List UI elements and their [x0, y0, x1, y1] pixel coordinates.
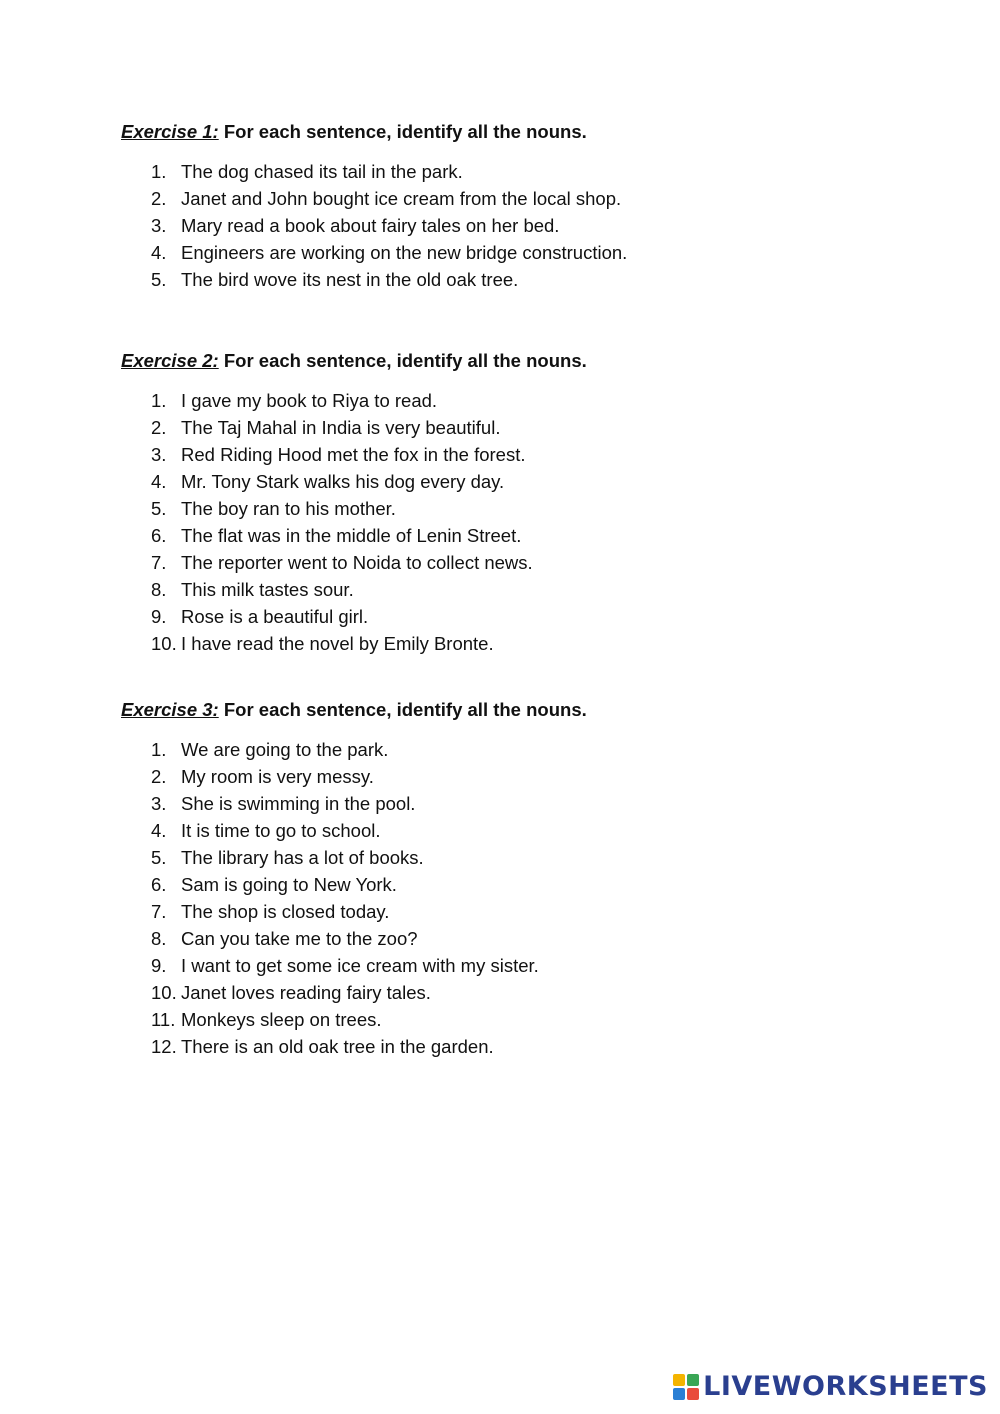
item-sentence: The library has a lot of books.	[181, 847, 424, 868]
exercise-item	[121, 817, 921, 844]
exercise-item	[121, 603, 921, 630]
item-number: 5.	[151, 498, 167, 519]
exercise-item	[121, 441, 921, 468]
liveworksheets-wordmark: LIVEWORKSHEETS	[703, 1371, 988, 1402]
item-sentence: I want to get some ice cream with my sister.	[181, 955, 539, 976]
exercise-item	[121, 468, 921, 495]
item-sentence: Red Riding Hood met the fox in the forest.	[181, 444, 526, 465]
exercise-label: Exercise 3:	[121, 699, 219, 720]
item-number: 2.	[151, 188, 167, 209]
item-sentence: The Taj Mahal in India is very beautiful.	[181, 417, 501, 438]
item-sentence: I gave my book to Riya to read.	[181, 390, 438, 411]
exercise-item	[121, 158, 921, 185]
liveworksheets-brand[interactable]	[673, 1371, 988, 1402]
item-number: 3.	[151, 793, 167, 814]
item-number: 7.	[151, 901, 167, 922]
item-sentence: She is swimming in the pool.	[181, 793, 416, 814]
item-sentence: I have read the novel by Emily Bronte.	[181, 633, 494, 654]
exercise-item	[121, 387, 921, 414]
exercise-item	[121, 549, 921, 576]
item-sentence: Monkeys sleep on trees.	[181, 1009, 382, 1030]
item-sentence: We are going to the park.	[181, 739, 389, 760]
exercise-instruction: For each sentence, identify all the nouns.	[223, 699, 587, 720]
item-sentence: The bird wove its nest in the old oak tree.	[181, 269, 519, 290]
exercise-heading	[121, 120, 921, 144]
exercise-list	[121, 387, 921, 657]
item-number: 9.	[151, 606, 167, 627]
item-number: 4.	[151, 471, 167, 492]
exercise-item	[121, 576, 921, 603]
item-sentence: The flat was in the middle of Lenin Street.	[181, 525, 522, 546]
item-number: 6.	[151, 874, 167, 895]
exercise-3	[121, 698, 921, 1060]
item-sentence: This milk tastes sour.	[181, 579, 354, 600]
exercise-list	[121, 736, 921, 1060]
exercise-instruction: For each sentence, identify all the nouns.	[223, 350, 587, 371]
item-number: 2.	[151, 417, 167, 438]
exercise-item	[121, 630, 921, 657]
item-number: 5.	[151, 847, 167, 868]
item-number: 5.	[151, 269, 167, 290]
item-number: 4.	[151, 242, 167, 263]
item-sentence: Can you take me to the zoo?	[181, 928, 418, 949]
exercise-heading	[121, 349, 921, 373]
item-sentence: Janet and John bought ice cream from the local shop.	[181, 188, 622, 209]
item-number: 11.	[151, 1009, 176, 1030]
item-sentence: My room is very messy.	[181, 766, 374, 787]
item-number: 7.	[151, 552, 167, 573]
exercise-item	[121, 239, 921, 266]
item-number: 8.	[151, 579, 167, 600]
item-number: 10.	[151, 633, 177, 654]
exercise-item	[121, 952, 921, 979]
logo-tile	[673, 1374, 685, 1386]
item-sentence: Mary read a book about fairy tales on her bed.	[181, 215, 560, 236]
exercise-item	[121, 790, 921, 817]
exercise-item	[121, 1006, 921, 1033]
item-sentence: Janet loves reading fairy tales.	[181, 982, 431, 1003]
item-sentence: The boy ran to his mother.	[181, 498, 396, 519]
exercise-1	[121, 120, 921, 293]
item-number: 12.	[151, 1036, 177, 1057]
item-number: 10.	[151, 982, 177, 1003]
item-number: 1.	[151, 390, 167, 411]
item-sentence: Mr. Tony Stark walks his dog every day.	[181, 471, 505, 492]
exercise-item	[121, 736, 921, 763]
exercise-list	[121, 158, 921, 293]
item-sentence: The reporter went to Noida to collect news.	[181, 552, 533, 573]
exercise-2	[121, 349, 921, 657]
exercise-item	[121, 185, 921, 212]
item-number: 3.	[151, 444, 167, 465]
logo-tile	[673, 1388, 685, 1400]
item-sentence: Rose is a beautiful girl.	[181, 606, 369, 627]
exercise-item	[121, 763, 921, 790]
exercise-item	[121, 925, 921, 952]
item-sentence: Engineers are working on the new bridge construction.	[181, 242, 628, 263]
item-number: 3.	[151, 215, 167, 236]
exercise-label: Exercise 1:	[121, 121, 219, 142]
item-number: 1.	[151, 161, 167, 182]
item-sentence: Sam is going to New York.	[181, 874, 397, 895]
item-sentence: The shop is closed today.	[181, 901, 390, 922]
exercise-item	[121, 898, 921, 925]
exercise-item	[121, 871, 921, 898]
liveworksheets-logo-icon	[673, 1374, 699, 1400]
item-number: 2.	[151, 766, 167, 787]
exercise-instruction: For each sentence, identify all the nouns.	[223, 121, 587, 142]
exercise-label: Exercise 2:	[121, 350, 219, 371]
logo-tile	[687, 1388, 699, 1400]
item-number: 8.	[151, 928, 167, 949]
exercise-item	[121, 414, 921, 441]
item-sentence: There is an old oak tree in the garden.	[181, 1036, 494, 1057]
exercise-item	[121, 495, 921, 522]
item-number: 1.	[151, 739, 167, 760]
item-sentence: The dog chased its tail in the park.	[181, 161, 463, 182]
exercise-item	[121, 212, 921, 239]
exercise-item	[121, 844, 921, 871]
exercise-item	[121, 266, 921, 293]
item-sentence: It is time to go to school.	[181, 820, 381, 841]
exercise-item	[121, 522, 921, 549]
item-number: 9.	[151, 955, 167, 976]
item-number: 4.	[151, 820, 167, 841]
logo-tile	[687, 1374, 699, 1386]
item-number: 6.	[151, 525, 167, 546]
exercise-heading	[121, 698, 921, 722]
exercise-item	[121, 1033, 921, 1060]
exercise-item	[121, 979, 921, 1006]
